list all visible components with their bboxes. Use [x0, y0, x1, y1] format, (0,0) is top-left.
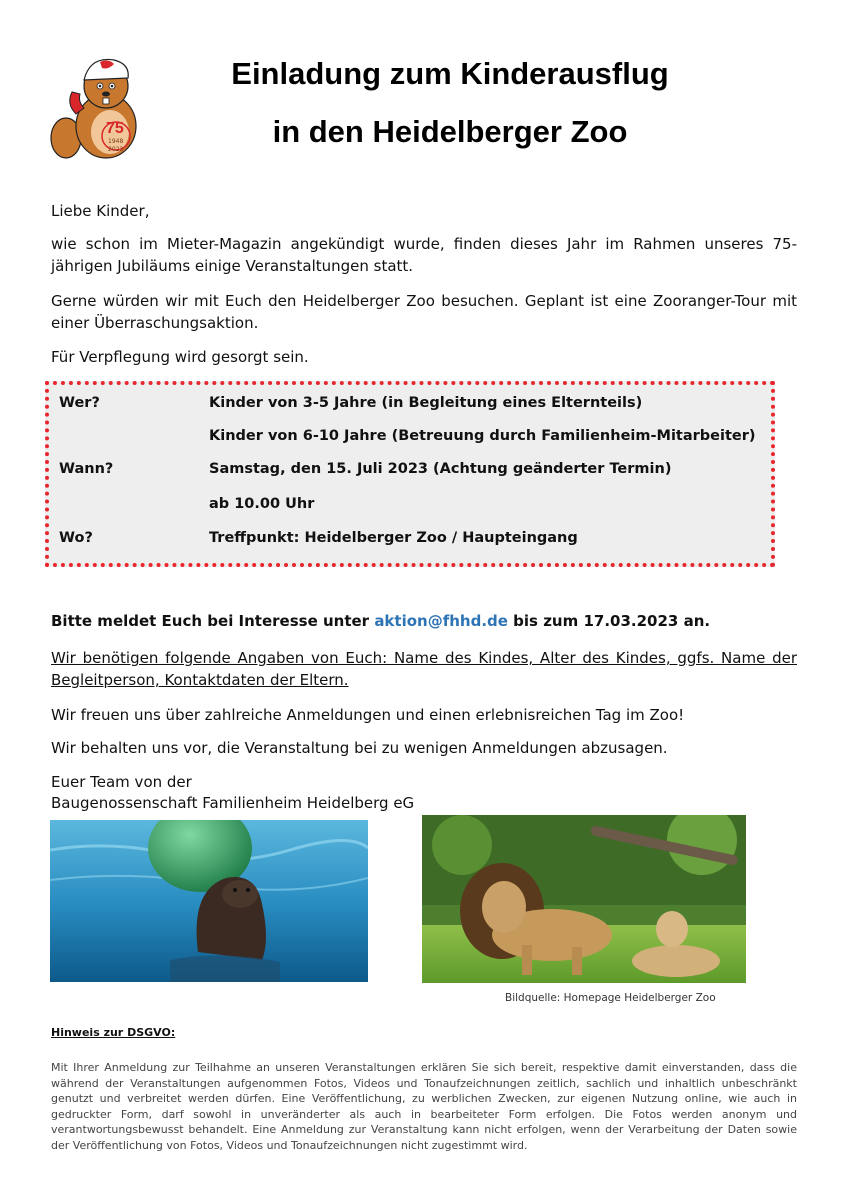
registration-line	[51, 612, 710, 630]
paragraph-tour: Gerne würden wir mit Euch den Heidelberger Zoo besuchen. Geplant ist eine Zooranger-Tour mit einer Überraschungsaktion.	[51, 292, 797, 332]
paragraph-catering: Für Verpflegung wird gesorgt sein.	[51, 348, 309, 366]
where-label: Wo?	[59, 530, 93, 546]
when-label: Wann?	[59, 461, 114, 477]
registration-suffix: bis zum 17.03.2023 an.	[513, 612, 711, 630]
lion-photo	[422, 815, 746, 983]
signature-line2: Baugenossenschaft Familienheim Heidelberg eG	[51, 794, 415, 812]
page-title-line2: in den Heidelberger Zoo	[272, 114, 628, 149]
when-value-2: ab 10.00 Uhr	[209, 496, 315, 512]
who-value-1: Kinder von 3-5 Jahre (in Begleitung eines Elternteils)	[209, 395, 643, 411]
logo-number: 75	[106, 120, 124, 137]
page-title-line1: Einladung zum Kinderausflug	[231, 56, 669, 91]
paragraph-looking-forward: Wir freuen uns über zahlreiche Anmeldungen und einen erlebnisreichen Tag im Zoo!	[51, 706, 685, 724]
who-value-2: Kinder von 6-10 Jahre (Betreuung durch Familienheim-Mitarbeiter)	[209, 428, 756, 444]
beaver-mascot-icon	[50, 48, 154, 162]
dsgvo-heading: Hinweis zur DSGVO:	[51, 1026, 176, 1039]
when-value-1: Samstag, den 15. Juli 2023 (Achtung geänderter Termin)	[209, 461, 672, 477]
registration-email-link[interactable]: aktion@fhhd.de	[374, 612, 508, 630]
who-label: Wer?	[59, 395, 100, 411]
logo-year-start: 1948	[108, 138, 124, 145]
where-value: Treffpunkt: Heidelberger Zoo / Haupteingang	[209, 530, 578, 546]
required-info: Wir benötigen folgende Angaben von Euch: Name des Kindes, Alter des Kindes, ggfs. Name der Begleitperson, Kontaktdaten der Eltern.	[51, 649, 797, 689]
signature-line1: Euer Team von der	[51, 773, 192, 791]
registration-prefix: Bitte meldet Euch bei Interesse unter	[51, 612, 370, 630]
paragraph-intro: wie schon im Mieter-Magazin angekündigt wurde, finden dieses Jahr im Rahmen unseres 75-jährigen Jubiläums einige Veranstaltungen statt.	[51, 235, 797, 275]
logo-year-end: 2023	[108, 146, 124, 153]
event-details-box	[45, 381, 775, 567]
sea-lion-photo	[50, 820, 368, 982]
dsgvo-text: Mit Ihrer Anmeldung zur Teilhahme an unseren Veranstaltungen erklären Sie sich bereit, respektive damit einverstanden, dass die während der Veranstaltungen aufgenommen Fotos, Videos und Tonaufzeichnungen zeitlich, sachlich und inhaltlich unbeschränkt genutzt und verbreitet werden dürfen. Eine Veröffentlichung, zu werblichen Zwecken, zur eigenen Nutzung online, wie auch in gedruckter Form, darf sowohl in unveränderter als auch in bearbeiteter Form erfolgen. Die Fotos werden anonym und verantwortungsbewusst behandelt. Eine Anmeldung zur Veranstaltung kann nicht erfolgen, wenn der Verarbeitung der Daten sowie der Veröffentlichung von Fotos, Videos und Tonaufzeichnungen nicht zugestimmt wird.	[51, 1061, 797, 1152]
paragraph-reserve: Wir behalten uns vor, die Veranstaltung bei zu wenigen Anmeldungen abzusagen.	[51, 739, 668, 757]
greeting: Liebe Kinder,	[51, 202, 150, 220]
image-credit: Bildquelle: Homepage Heidelberger Zoo	[505, 992, 716, 1004]
